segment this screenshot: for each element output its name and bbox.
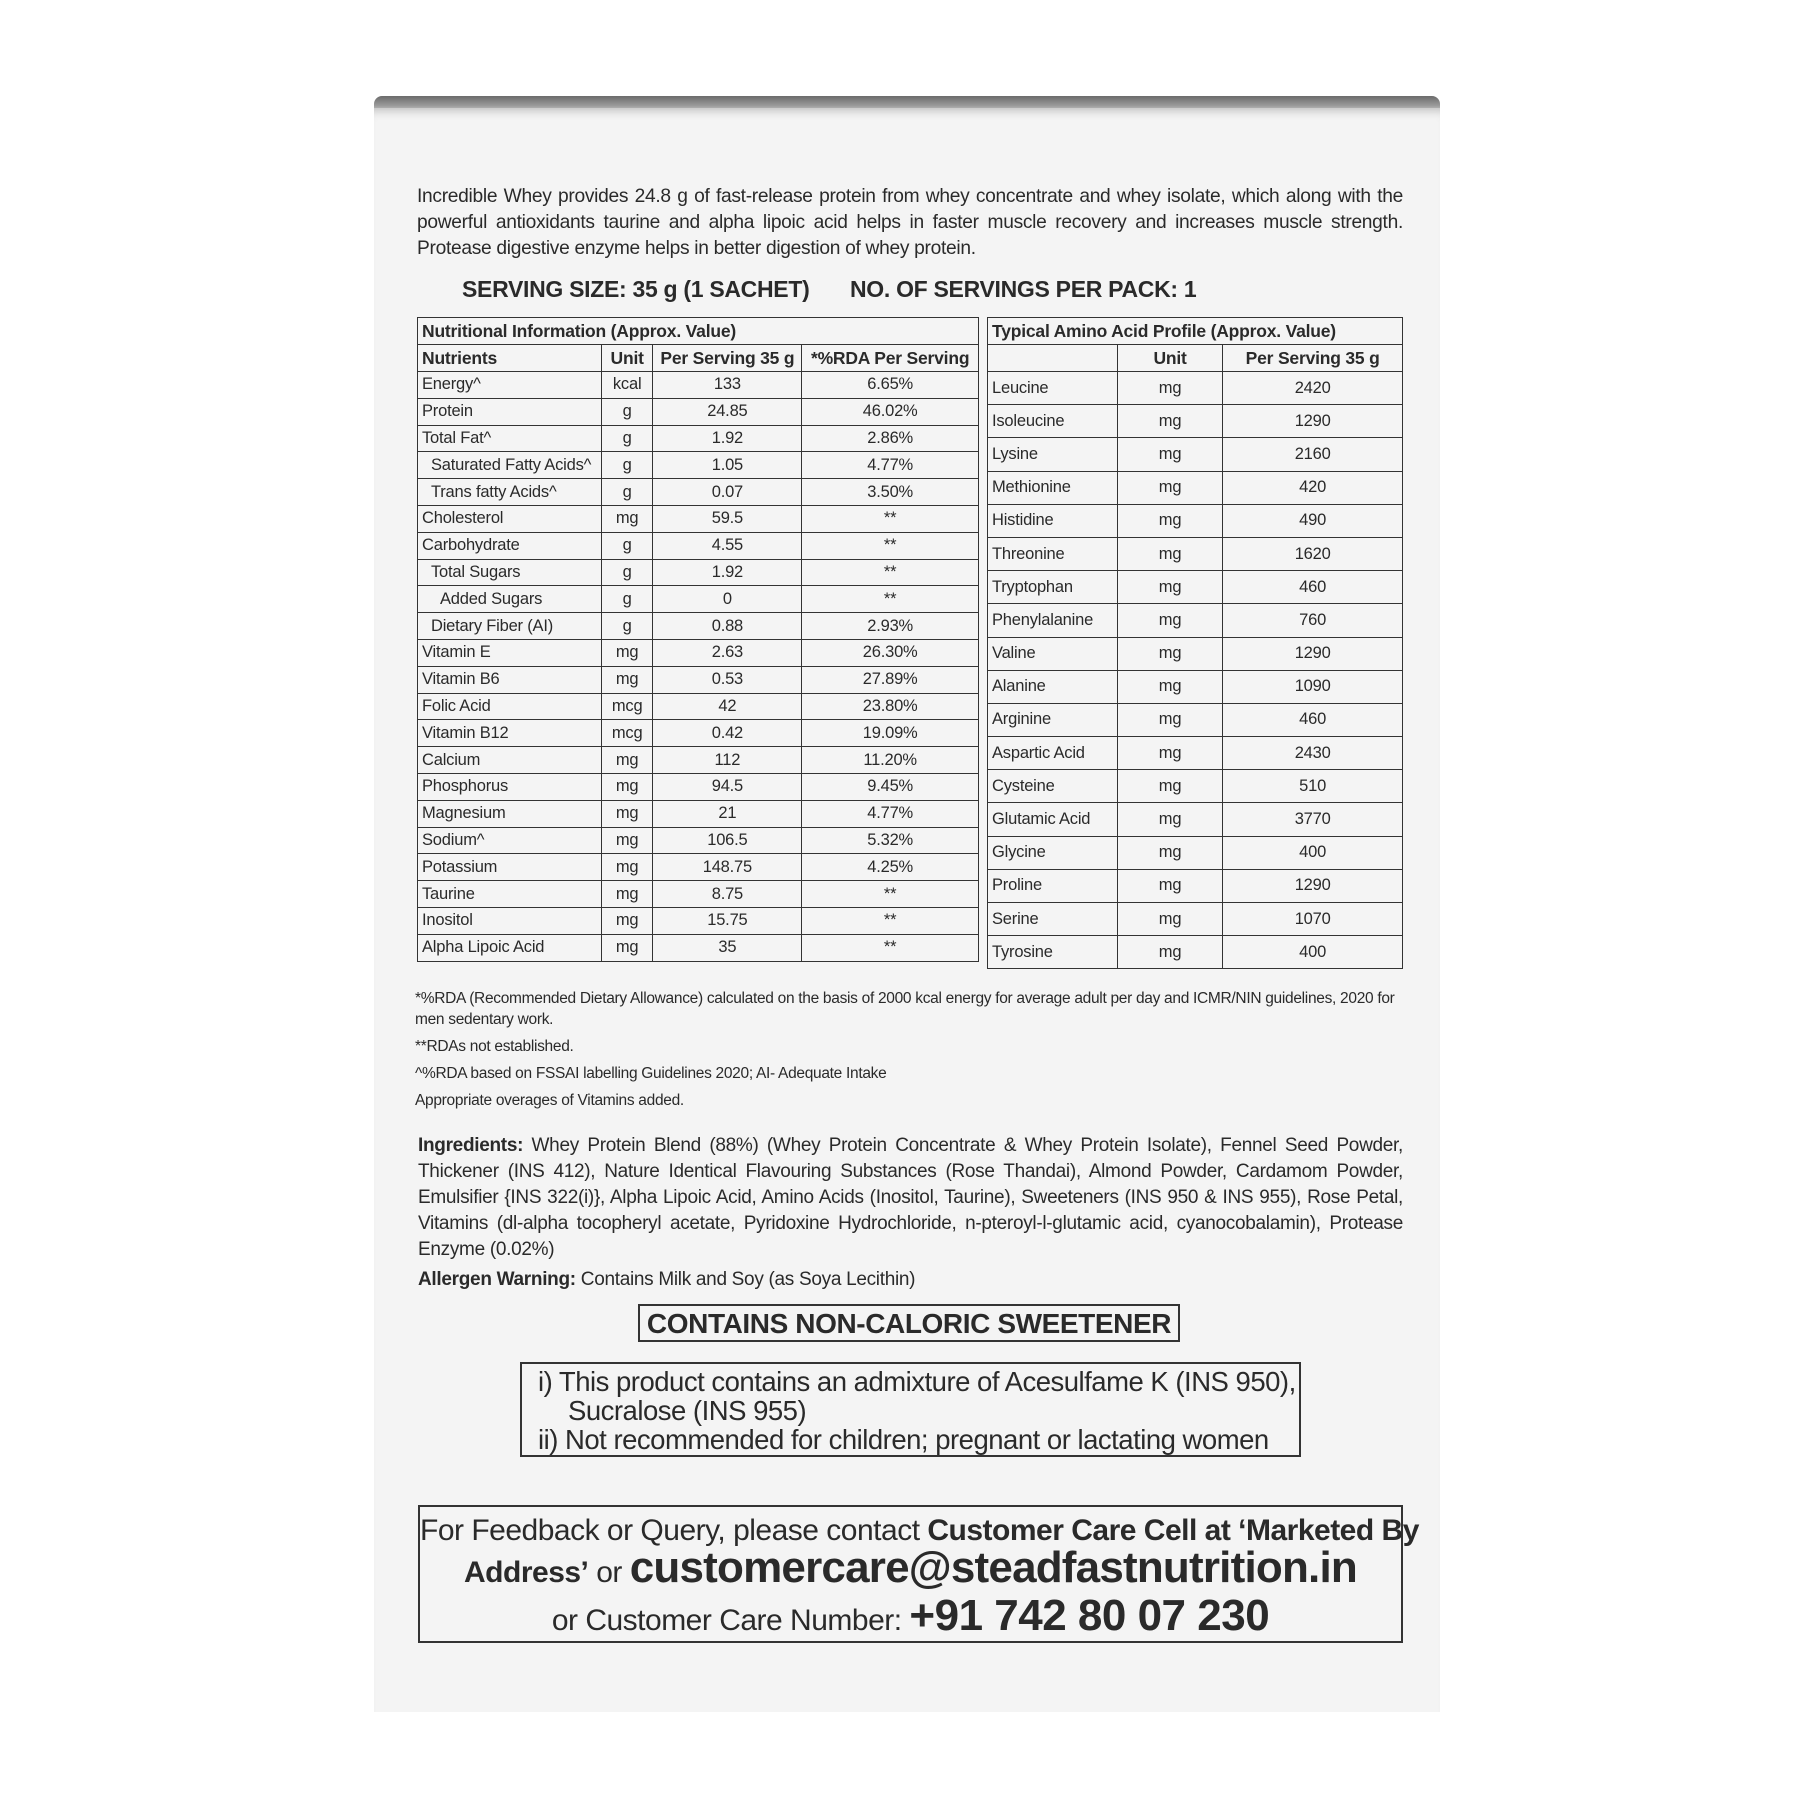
amino-per-serving: 1090 — [1223, 670, 1403, 703]
nutrient-name: Saturated Fatty Acids^ — [418, 452, 602, 479]
contact-phone-prefix: or Customer Care Number: — [551, 1604, 910, 1637]
nutrient-per-serving: 1.92 — [653, 559, 802, 586]
nutrient-name: Folic Acid — [418, 693, 602, 720]
amino-row — [988, 703, 1403, 736]
nutrient-unit: mg — [601, 505, 653, 532]
nutrient-per-serving: 0.07 — [653, 479, 802, 506]
amino-row — [988, 604, 1403, 637]
product-description: Incredible Whey provides 24.8 g of fast-release protein from whey concentrate and whey isolate, which along with the powerful antioxidants taurine and alpha lipoic acid helps in faster muscle recovery and increases muscle strength. Protease digestive enzyme helps in better digestion of whey protein. — [417, 186, 1403, 259]
nutrient-per-serving: 148.75 — [653, 854, 802, 881]
amino-col-header-per-serving: Per Serving 35 g — [1223, 345, 1403, 372]
amino-row — [988, 471, 1403, 504]
nutrition-row — [418, 720, 979, 747]
nutrient-unit: kcal — [601, 372, 653, 399]
contact-email[interactable]: customercare@steadfastnutrition.in — [629, 1543, 1357, 1592]
footnote-rda: *%RDA (Recommended Dietary Allowance) calculated on the basis of 2000 kcal energy for average adult per day and ICMR/NIN guidelines, 2020 for men sedentary work. — [415, 990, 1395, 1028]
allergen-label: Allergen Warning: — [418, 1269, 576, 1290]
amino-row — [988, 770, 1403, 803]
amino-unit: mg — [1117, 537, 1222, 570]
nutrient-unit: mg — [601, 907, 653, 934]
amino-unit: mg — [1117, 471, 1222, 504]
nutrient-rda: ** — [802, 505, 979, 532]
nutrient-name: Magnesium — [418, 800, 602, 827]
amino-row — [988, 737, 1403, 770]
nutrient-unit: g — [601, 452, 653, 479]
nutrient-unit: mg — [601, 827, 653, 854]
amino-row — [988, 836, 1403, 869]
amino-row — [988, 405, 1403, 438]
ingredients-label: Ingredients: — [418, 1135, 524, 1156]
amino-name: Histidine — [988, 504, 1118, 537]
amino-unit: mg — [1117, 836, 1222, 869]
nutrient-name: Total Sugars — [418, 559, 602, 586]
amino-name: Aspartic Acid — [988, 737, 1118, 770]
nutrition-row — [418, 666, 979, 693]
amino-row — [988, 637, 1403, 670]
col-header-per-serving: Per Serving 35 g — [653, 345, 802, 372]
nutrition-row — [418, 372, 979, 399]
nutrient-per-serving: 112 — [653, 747, 802, 774]
amino-per-serving: 400 — [1223, 836, 1403, 869]
nutrient-per-serving: 59.5 — [653, 505, 802, 532]
contact-care-cell: Customer Care Cell at ‘Marketed By — [927, 1514, 1419, 1547]
amino-row — [988, 372, 1403, 405]
nutrient-name: Energy^ — [418, 372, 602, 399]
nutrient-per-serving: 0 — [653, 586, 802, 613]
nutrient-unit: g — [601, 425, 653, 452]
nutrient-unit: mcg — [601, 693, 653, 720]
nutrient-rda: ** — [802, 934, 979, 961]
footnote-overages: Appropriate overages of Vitamins added. — [415, 1092, 684, 1109]
nutrient-rda: 27.89% — [802, 666, 979, 693]
sweetener-warning-box — [520, 1362, 1301, 1457]
nutrient-per-serving: 1.05 — [653, 452, 802, 479]
amino-per-serving: 760 — [1223, 604, 1403, 637]
footnote-rda-not-established: **RDAs not established. — [415, 1038, 574, 1055]
nutrient-rda: 11.20% — [802, 747, 979, 774]
nutrient-name: Added Sugars — [418, 586, 602, 613]
nutrient-rda: 4.77% — [802, 800, 979, 827]
nutrient-unit: mg — [601, 881, 653, 908]
amino-row — [988, 571, 1403, 604]
allergen-warning — [418, 1267, 1403, 1293]
nutrient-name: Vitamin B12 — [418, 720, 602, 747]
amino-per-serving: 2430 — [1223, 737, 1403, 770]
sweetener-line-1: i) This product contains an admixture of Acesulfame K (INS 950), — [538, 1366, 1296, 1397]
footnotes — [415, 988, 1405, 1117]
nutrient-unit: g — [601, 398, 653, 425]
nutrient-name: Total Fat^ — [418, 425, 602, 452]
col-header-nutrients: Nutrients — [418, 345, 602, 372]
amino-unit: mg — [1117, 637, 1222, 670]
amino-name: Proline — [988, 869, 1118, 902]
nutrient-unit: mg — [601, 747, 653, 774]
nutrition-row — [418, 559, 979, 586]
nutrient-unit: g — [601, 559, 653, 586]
nutrient-name: Sodium^ — [418, 827, 602, 854]
nutrient-rda: ** — [802, 532, 979, 559]
nutrient-rda: 4.77% — [802, 452, 979, 479]
amino-unit: mg — [1117, 770, 1222, 803]
nutrient-name: Cholesterol — [418, 505, 602, 532]
amino-name: Alanine — [988, 670, 1118, 703]
amino-unit: mg — [1117, 504, 1222, 537]
nutrition-row — [418, 881, 979, 908]
nutrient-unit: g — [601, 613, 653, 640]
serving-size: SERVING SIZE: 35 g (1 SACHET) — [462, 276, 810, 302]
nutrient-name: Alpha Lipoic Acid — [418, 934, 602, 961]
nutrition-row — [418, 613, 979, 640]
nutrition-row — [418, 693, 979, 720]
amino-row — [988, 438, 1403, 471]
amino-per-serving: 1290 — [1223, 405, 1403, 438]
amino-per-serving: 490 — [1223, 504, 1403, 537]
amino-name: Isoleucine — [988, 405, 1118, 438]
ingredients-text: Whey Protein Blend (88%) (Whey Protein Concentrate & Whey Protein Isolate), Fennel Seed Powder, Thickener (INS 412), Nature Identical Flavouring Substances (Rose Thandai), Almond Powder, Cardamom Powder, Emulsifier {INS 322(i)}, Alpha Lipoic Acid, Amino Acids (Inositol, Taurine), Sweeteners (INS 950 & INS 955), Rose Petal, Vitamins (dl-alpha tocopheryl acetate, Pyridoxine Hydrochloride, n-pteroyl-l-glutamic acid, cyanocobalamin), Protease Enzyme (0.02%) — [418, 1135, 1403, 1260]
nutrition-row — [418, 773, 979, 800]
amino-name: Serine — [988, 903, 1118, 936]
amino-unit: mg — [1117, 405, 1222, 438]
amino-name: Glycine — [988, 836, 1118, 869]
nutrient-unit: mcg — [601, 720, 653, 747]
amino-unit: mg — [1117, 936, 1222, 969]
amino-row — [988, 869, 1403, 902]
amino-row — [988, 504, 1403, 537]
amino-name: Valine — [988, 637, 1118, 670]
nutrient-per-serving: 0.42 — [653, 720, 802, 747]
nutrient-rda: ** — [802, 586, 979, 613]
amino-name: Cysteine — [988, 770, 1118, 803]
amino-row — [988, 936, 1403, 969]
amino-unit: mg — [1117, 438, 1222, 471]
nutrient-per-serving: 21 — [653, 800, 802, 827]
amino-unit: mg — [1117, 703, 1222, 736]
nutrient-rda: 19.09% — [802, 720, 979, 747]
amino-unit: mg — [1117, 869, 1222, 902]
amino-caption: Typical Amino Acid Profile (Approx. Value) — [988, 318, 1403, 345]
amino-row — [988, 803, 1403, 836]
nutrient-name: Vitamin E — [418, 639, 602, 666]
contact-phone[interactable]: +91 742 80 07 230 — [909, 1591, 1270, 1640]
nutrient-unit: g — [601, 479, 653, 506]
nutrient-rda: 26.30% — [802, 639, 979, 666]
contact-or: or — [588, 1556, 630, 1589]
amino-row — [988, 670, 1403, 703]
sweetener-title: CONTAINS NON-CALORIC SWEETENER — [638, 1304, 1180, 1342]
nutrition-table — [417, 317, 979, 962]
amino-per-serving: 400 — [1223, 936, 1403, 969]
nutrition-row — [418, 800, 979, 827]
nutrient-rda: 6.65% — [802, 372, 979, 399]
nutrient-per-serving: 0.53 — [653, 666, 802, 693]
nutrient-per-serving: 4.55 — [653, 532, 802, 559]
nutrient-rda: 2.93% — [802, 613, 979, 640]
nutrient-per-serving: 94.5 — [653, 773, 802, 800]
nutrition-caption: Nutritional Information (Approx. Value) — [418, 318, 979, 345]
nutrient-name: Vitamin B6 — [418, 666, 602, 693]
nutrient-rda: 5.32% — [802, 827, 979, 854]
amino-unit: mg — [1117, 372, 1222, 405]
ingredients — [418, 1133, 1403, 1263]
amino-per-serving: 1290 — [1223, 637, 1403, 670]
nutrient-rda: ** — [802, 881, 979, 908]
nutrition-row — [418, 398, 979, 425]
nutrient-rda: 46.02% — [802, 398, 979, 425]
amino-name: Leucine — [988, 372, 1118, 405]
amino-name: Lysine — [988, 438, 1118, 471]
amino-per-serving: 3770 — [1223, 803, 1403, 836]
nutrition-row — [418, 425, 979, 452]
col-header-unit: Unit — [601, 345, 653, 372]
amino-name: Methionine — [988, 471, 1118, 504]
nutrient-per-serving: 8.75 — [653, 881, 802, 908]
amino-per-serving: 420 — [1223, 471, 1403, 504]
amino-name: Phenylalanine — [988, 604, 1118, 637]
amino-per-serving: 1070 — [1223, 903, 1403, 936]
amino-header-row — [988, 345, 1403, 372]
nutrition-row — [418, 854, 979, 881]
nutrient-name: Carbohydrate — [418, 532, 602, 559]
nutrient-name: Taurine — [418, 881, 602, 908]
nutrient-unit: mg — [601, 666, 653, 693]
amino-unit: mg — [1117, 571, 1222, 604]
amino-row — [988, 537, 1403, 570]
nutrient-name: Protein — [418, 398, 602, 425]
nutrition-row — [418, 505, 979, 532]
amino-acid-table — [987, 317, 1403, 969]
nutrient-per-serving: 15.75 — [653, 907, 802, 934]
nutrient-per-serving: 2.63 — [653, 639, 802, 666]
nutrient-per-serving: 1.92 — [653, 425, 802, 452]
sweetener-line-2: ii) Not recommended for children; pregnant or lactating women — [538, 1424, 1269, 1455]
amino-unit: mg — [1117, 604, 1222, 637]
amino-name: Threonine — [988, 537, 1118, 570]
nutrient-name: Calcium — [418, 747, 602, 774]
servings-per-pack: NO. OF SERVINGS PER PACK: 1 — [850, 276, 1197, 302]
nutrient-rda: 3.50% — [802, 479, 979, 506]
nutrition-header-row — [418, 345, 979, 372]
contact-prefix: For Feedback or Query, please contact — [420, 1514, 928, 1547]
nutrient-name: Trans fatty Acids^ — [418, 479, 602, 506]
nutrient-per-serving: 35 — [653, 934, 802, 961]
amino-per-serving: 510 — [1223, 770, 1403, 803]
amino-per-serving: 1620 — [1223, 537, 1403, 570]
amino-per-serving: 460 — [1223, 703, 1403, 736]
nutrient-unit: mg — [601, 800, 653, 827]
col-header-rda: *%RDA Per Serving — [802, 345, 979, 372]
nutrient-unit: mg — [601, 934, 653, 961]
amino-name: Tryptophan — [988, 571, 1118, 604]
footnote-fssai: ^%RDA based on FSSAI labelling Guidelines 2020; AI- Adequate Intake — [415, 1065, 887, 1082]
nutrient-per-serving: 0.88 — [653, 613, 802, 640]
nutrient-per-serving: 133 — [653, 372, 802, 399]
nutrient-rda: 9.45% — [802, 773, 979, 800]
allergen-text: Contains Milk and Soy (as Soya Lecithin) — [575, 1269, 916, 1290]
nutrient-name: Inositol — [418, 907, 602, 934]
amino-per-serving: 460 — [1223, 571, 1403, 604]
nutrient-unit: mg — [601, 639, 653, 666]
nutrient-unit: g — [601, 586, 653, 613]
nutrient-name: Phosphorus — [418, 773, 602, 800]
nutrient-unit: g — [601, 532, 653, 559]
nutrient-rda: ** — [802, 907, 979, 934]
nutrient-rda: 2.86% — [802, 425, 979, 452]
amino-col-header-unit: Unit — [1117, 345, 1222, 372]
nutrition-row — [418, 586, 979, 613]
contact-box — [418, 1505, 1419, 1643]
nutrient-unit: mg — [601, 854, 653, 881]
nutrient-per-serving: 24.85 — [653, 398, 802, 425]
nutrition-row — [418, 907, 979, 934]
nutrient-per-serving: 106.5 — [653, 827, 802, 854]
amino-unit: mg — [1117, 803, 1222, 836]
nutrient-unit: mg — [601, 773, 653, 800]
sweetener-line-1-cont: Sucralose (INS 955) — [568, 1395, 807, 1426]
amino-unit: mg — [1117, 903, 1222, 936]
amino-per-serving: 2160 — [1223, 438, 1403, 471]
nutrient-name: Potassium — [418, 854, 602, 881]
nutrient-rda: ** — [802, 559, 979, 586]
nutrition-row — [418, 479, 979, 506]
nutrition-row — [418, 452, 979, 479]
nutrition-row — [418, 532, 979, 559]
amino-unit: mg — [1117, 737, 1222, 770]
amino-col-header-name — [988, 345, 1118, 372]
contact-address: Address’ — [464, 1556, 589, 1589]
nutrient-per-serving: 42 — [653, 693, 802, 720]
amino-per-serving: 1290 — [1223, 869, 1403, 902]
amino-row — [988, 903, 1403, 936]
nutrient-rda: 4.25% — [802, 854, 979, 881]
nutrient-name: Dietary Fiber (AI) — [418, 613, 602, 640]
amino-name: Arginine — [988, 703, 1118, 736]
nutrition-row — [418, 827, 979, 854]
nutrient-rda: 23.80% — [802, 693, 979, 720]
nutrition-row — [418, 639, 979, 666]
nutrition-row — [418, 747, 979, 774]
amino-unit: mg — [1117, 670, 1222, 703]
amino-name: Tyrosine — [988, 936, 1118, 969]
amino-name: Glutamic Acid — [988, 803, 1118, 836]
nutrition-row — [418, 934, 979, 961]
amino-per-serving: 2420 — [1223, 372, 1403, 405]
